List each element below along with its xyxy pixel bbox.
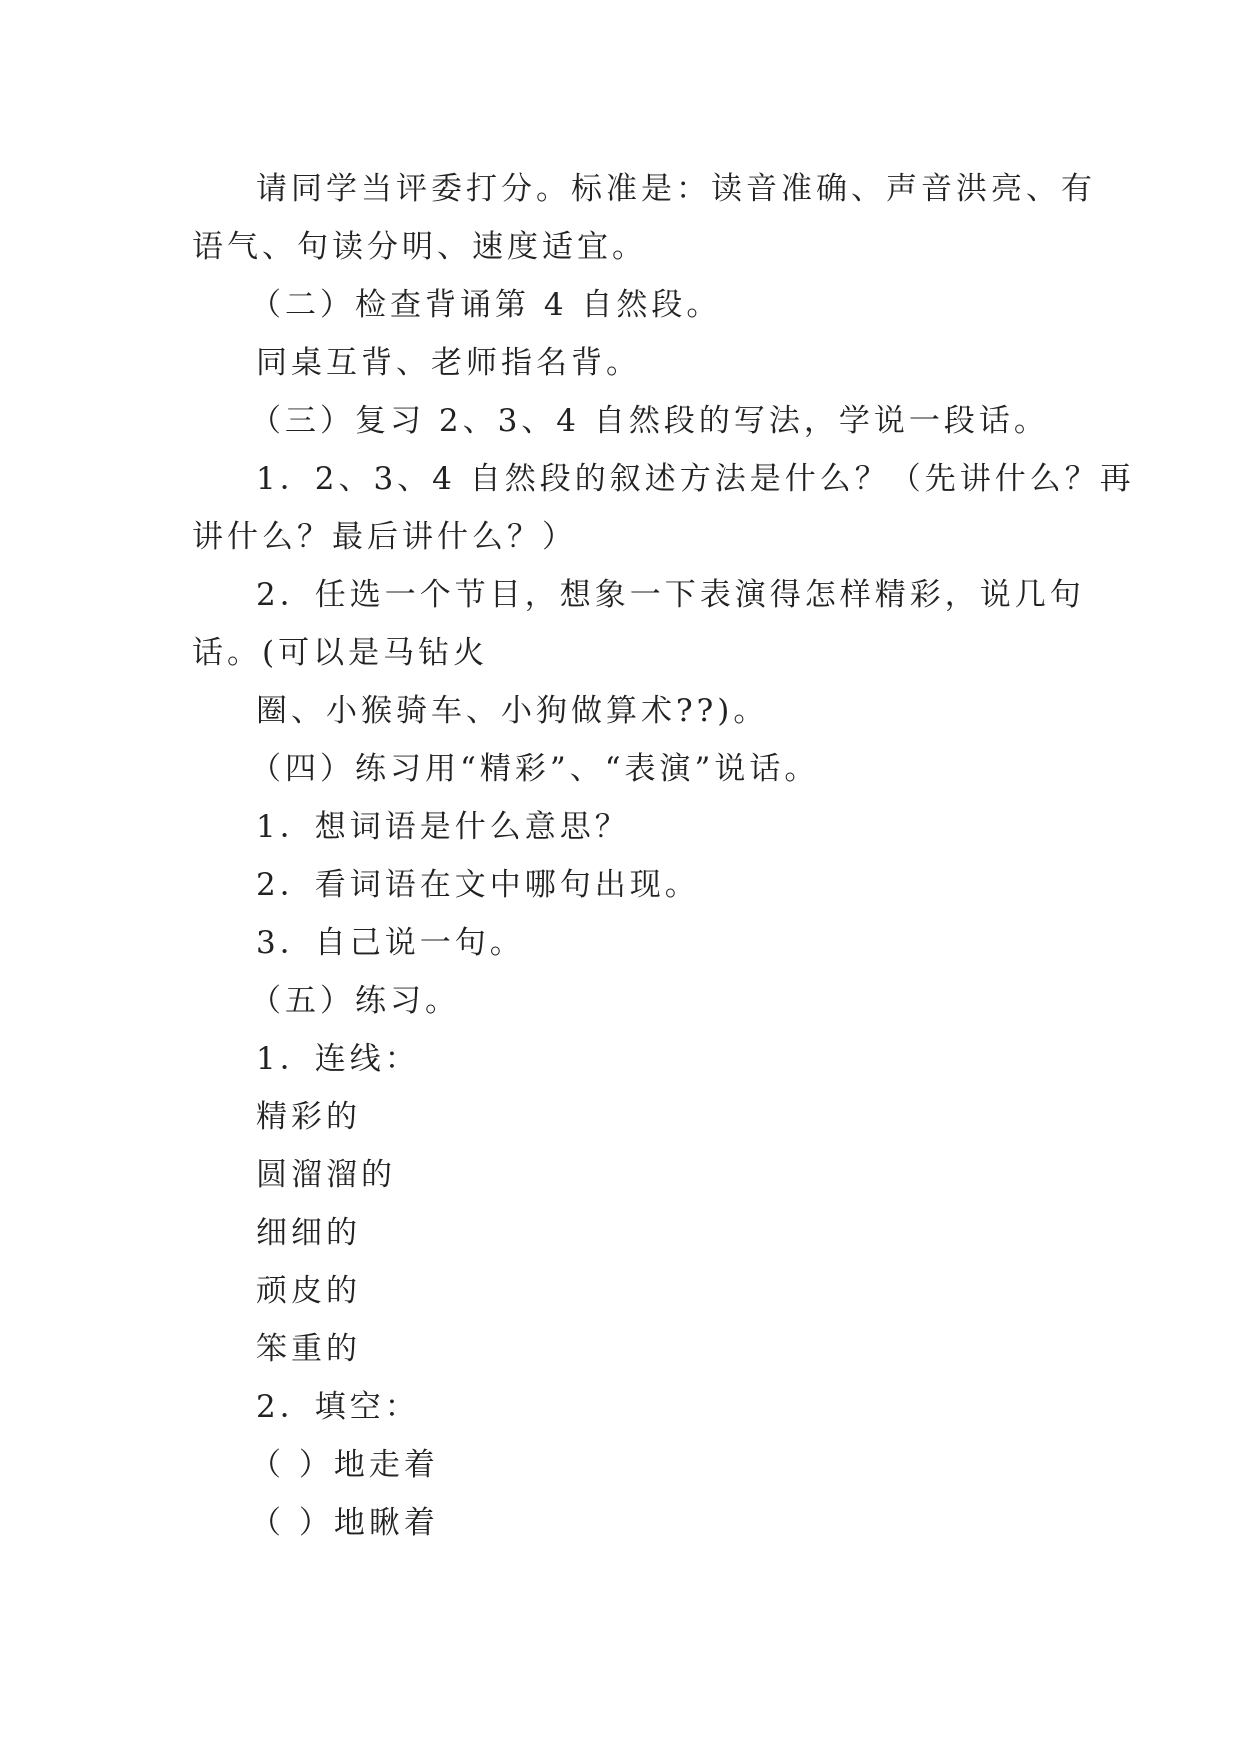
list-item: 2．填空： [256, 1389, 420, 1425]
list-item: 3．自己说一句。 [256, 925, 525, 961]
fill-blank-item: （ ）地瞅着 [250, 1505, 439, 1541]
list-item: 1．2、3、4 自然段的叙述方法是什么？（先讲什么？再 [256, 461, 1135, 497]
word-item: 圆溜溜的 [256, 1157, 396, 1193]
paragraph-line: 同桌互背、老师指名背。 [256, 345, 641, 381]
paragraph-line: 请同学当评委打分。标准是：读音准确、声音洪亮、有 [256, 171, 1096, 207]
list-item: 2．看词语在文中哪句出现。 [256, 867, 700, 903]
section-heading: （三）复习 2、3、4 自然段的写法，学说一段话。 [250, 403, 1049, 439]
document-body [192, 160, 1135, 1552]
list-item: 1．连线： [256, 1041, 420, 1077]
paragraph-line: 圈、小猴骑车、小狗做算术??)。 [256, 693, 769, 729]
paragraph-line: 语气、句读分明、速度适宜。 [192, 229, 647, 265]
section-heading: （二）检查背诵第 4 自然段。 [250, 287, 722, 323]
list-item: 2．任选一个节目，想象一下表演得怎样精彩，说几句 [256, 577, 1085, 613]
word-item: 顽皮的 [256, 1273, 361, 1309]
section-heading: （五）练习。 [250, 983, 460, 1019]
word-item: 笨重的 [256, 1331, 361, 1367]
list-item: 1．想词语是什么意思？ [256, 809, 630, 845]
fill-blank-item: （ ）地走着 [250, 1447, 439, 1483]
paragraph-line: 讲什么？最后讲什么？） [192, 519, 577, 555]
word-item: 细细的 [256, 1215, 361, 1251]
section-heading: （四）练习用“精彩”、“表演”说话。 [250, 751, 820, 787]
word-item: 精彩的 [256, 1099, 361, 1135]
paragraph-line: 话。(可以是马钻火 [192, 635, 489, 671]
